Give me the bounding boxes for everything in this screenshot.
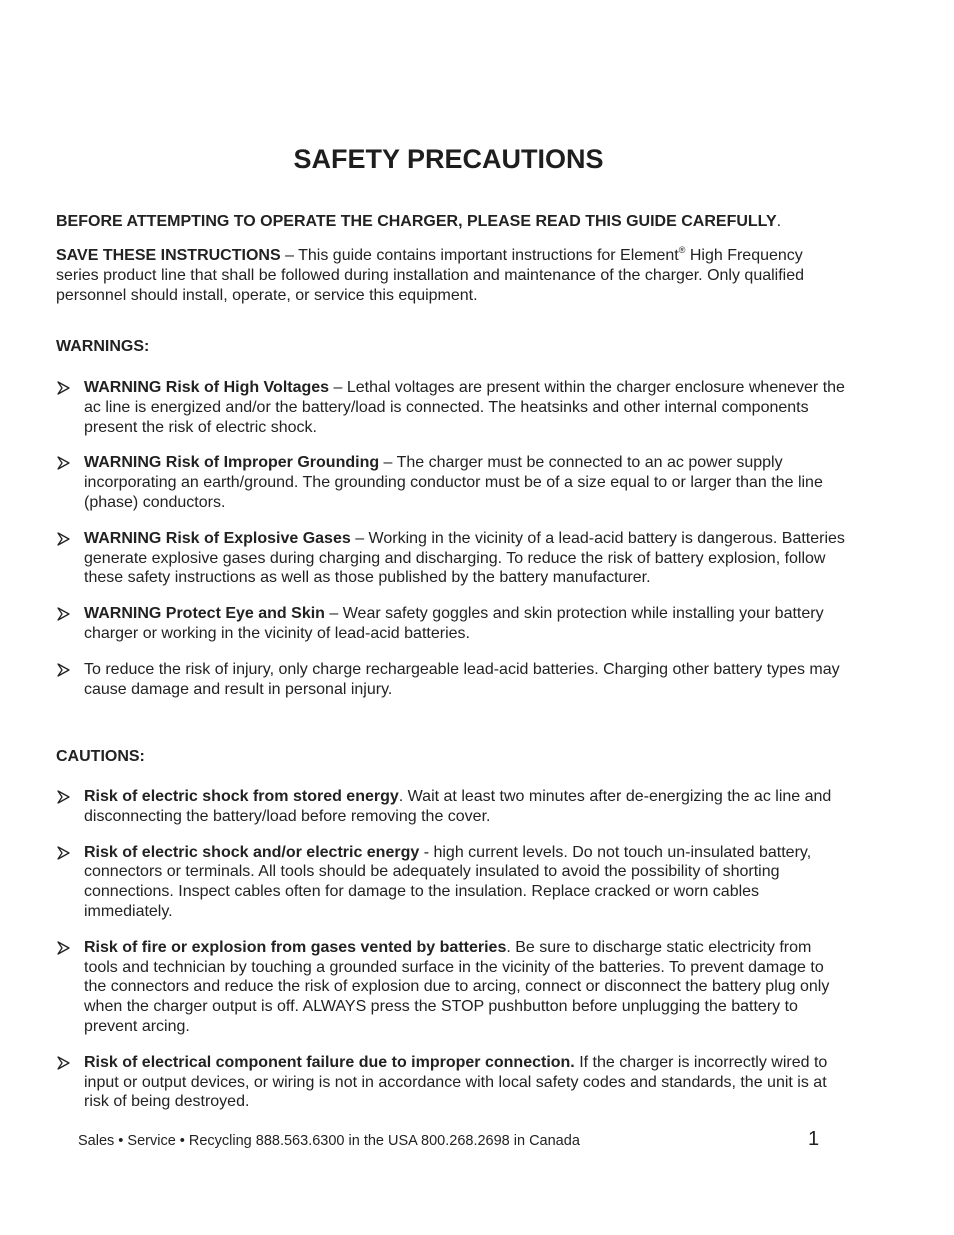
warnings-list: [56, 378, 846, 699]
registered-mark: ®: [678, 244, 686, 255]
caution-item-text: - high current levels. Do not touch un-insulated battery, connectors or terminals. All tools should be adequately insulated to avoid the possibility of shorting connections. Inspect cables often for damage to the insulation. Replace cracked or worn cables immediately.: [84, 843, 812, 920]
warning-item: [56, 604, 846, 644]
warning-item: [56, 660, 846, 700]
arrowhead-bullet-icon: [56, 453, 72, 473]
page-title: SAFETY PRECAUTIONS: [293, 144, 604, 174]
warning-item-title: WARNING Risk of Improper Grounding: [84, 454, 380, 472]
warning-item: [56, 529, 846, 588]
arrowhead-bullet-icon: [56, 787, 72, 807]
page-number: 1: [808, 1128, 820, 1150]
caution-item-text: If the charger is incorrectly wired to input or output devices, or wiring is not in accordance with local safety codes and standards, the unit is at risk of being destroyed.: [84, 1053, 828, 1111]
warnings-heading: WARNINGS:: [56, 338, 150, 355]
cautions-heading: CAUTIONS:: [56, 748, 145, 765]
footer-contact: Sales • Service • Recycling 888.563.6300 in the USA 800.268.2698 in Canada: [78, 1133, 580, 1149]
save-bold: SAVE THESE INSTRUCTIONS: [56, 247, 281, 264]
caution-item-title: Risk of electrical component failure due to improper connection.: [84, 1053, 575, 1071]
caution-item-title: Risk of fire or explosion from gases vented by batteries: [84, 938, 507, 956]
arrowhead-bullet-icon: [56, 604, 72, 624]
intro-bold: BEFORE ATTEMPTING TO OPERATE THE CHARGER, PLEASE READ THIS GUIDE CAREFULLY: [56, 213, 777, 230]
caution-item: [56, 938, 846, 1037]
caution-item-title: Risk of electric shock from stored energy: [84, 788, 399, 805]
intro-tail: .: [776, 213, 782, 230]
warning-item-title: WARNING Risk of High Voltages: [84, 379, 330, 396]
caution-item: [56, 843, 846, 922]
save-text-1: – This guide contains important instructions for Element: [280, 247, 679, 264]
caution-item: [56, 1053, 846, 1112]
cautions-list: [56, 787, 846, 1112]
arrowhead-bullet-icon: [56, 660, 72, 680]
caution-item-text: . Be sure to discharge static electricity from tools and technician by touching a grounded surface in the vicinity of the batteries. To prevent damage to the connectors and reduce the risk of explosion due to arcing, connect or disconnect the battery plug only when the charger output is off. ALWAYS press the STOP pushbutton before unplugging the battery to prevent arcing.: [84, 938, 830, 1035]
arrowhead-bullet-icon: [56, 1053, 72, 1073]
warning-item-title: WARNING Protect Eye and Skin: [84, 605, 325, 623]
warning-item: [56, 453, 846, 512]
warning-item-text: – The charger must be connected to an ac power supply incorporating an earth/ground. The grounding conductor must be of a size equal to or larger than the line (phase) conductors.: [84, 454, 823, 511]
warning-item: [56, 378, 846, 437]
warning-item-text: – Lethal voltages are present within the charger enclosure whenever the ac line is energized and/or the battery/load is connected. The heatsinks and other internal components present the risk of electric shock.: [84, 379, 845, 436]
arrowhead-bullet-icon: [56, 529, 72, 549]
arrowhead-bullet-icon: [56, 378, 72, 398]
warning-item-title: WARNING Risk of Explosive Gases: [84, 529, 351, 547]
caution-item-title: Risk of electric shock and/or electric energy: [84, 843, 420, 861]
warning-item-text: – Working in the vicinity of a lead-acid battery is dangerous. Batteries generate explosive gases during charging and discharging. To reduce the risk of battery explosion, follow these safety instructions as well as those published by the battery manufacturer.: [84, 529, 845, 587]
save-text-2: High Frequency series product line that shall be followed during installation and maintenance of the charger. Only qualified personnel should install, operate, or service this equipment.: [56, 247, 805, 304]
warning-item-text: To reduce the risk of injury, only charge rechargeable lead-acid batteries. Charging other battery types may cause damage and result in personal injury.: [84, 660, 840, 698]
warning-item-text: – Wear safety goggles and skin protection while installing your battery charger or working in the vicinity of lead-acid batteries.: [84, 605, 824, 642]
arrowhead-bullet-icon: [56, 938, 72, 958]
caution-item-text: . Wait at least two minutes after de-energizing the ac line and disconnecting the battery/load before removing the cover.: [84, 788, 832, 825]
save-instructions-paragraph: [56, 246, 846, 305]
arrowhead-bullet-icon: [56, 843, 72, 863]
intro-notice: [56, 212, 846, 232]
caution-item: [56, 787, 846, 827]
